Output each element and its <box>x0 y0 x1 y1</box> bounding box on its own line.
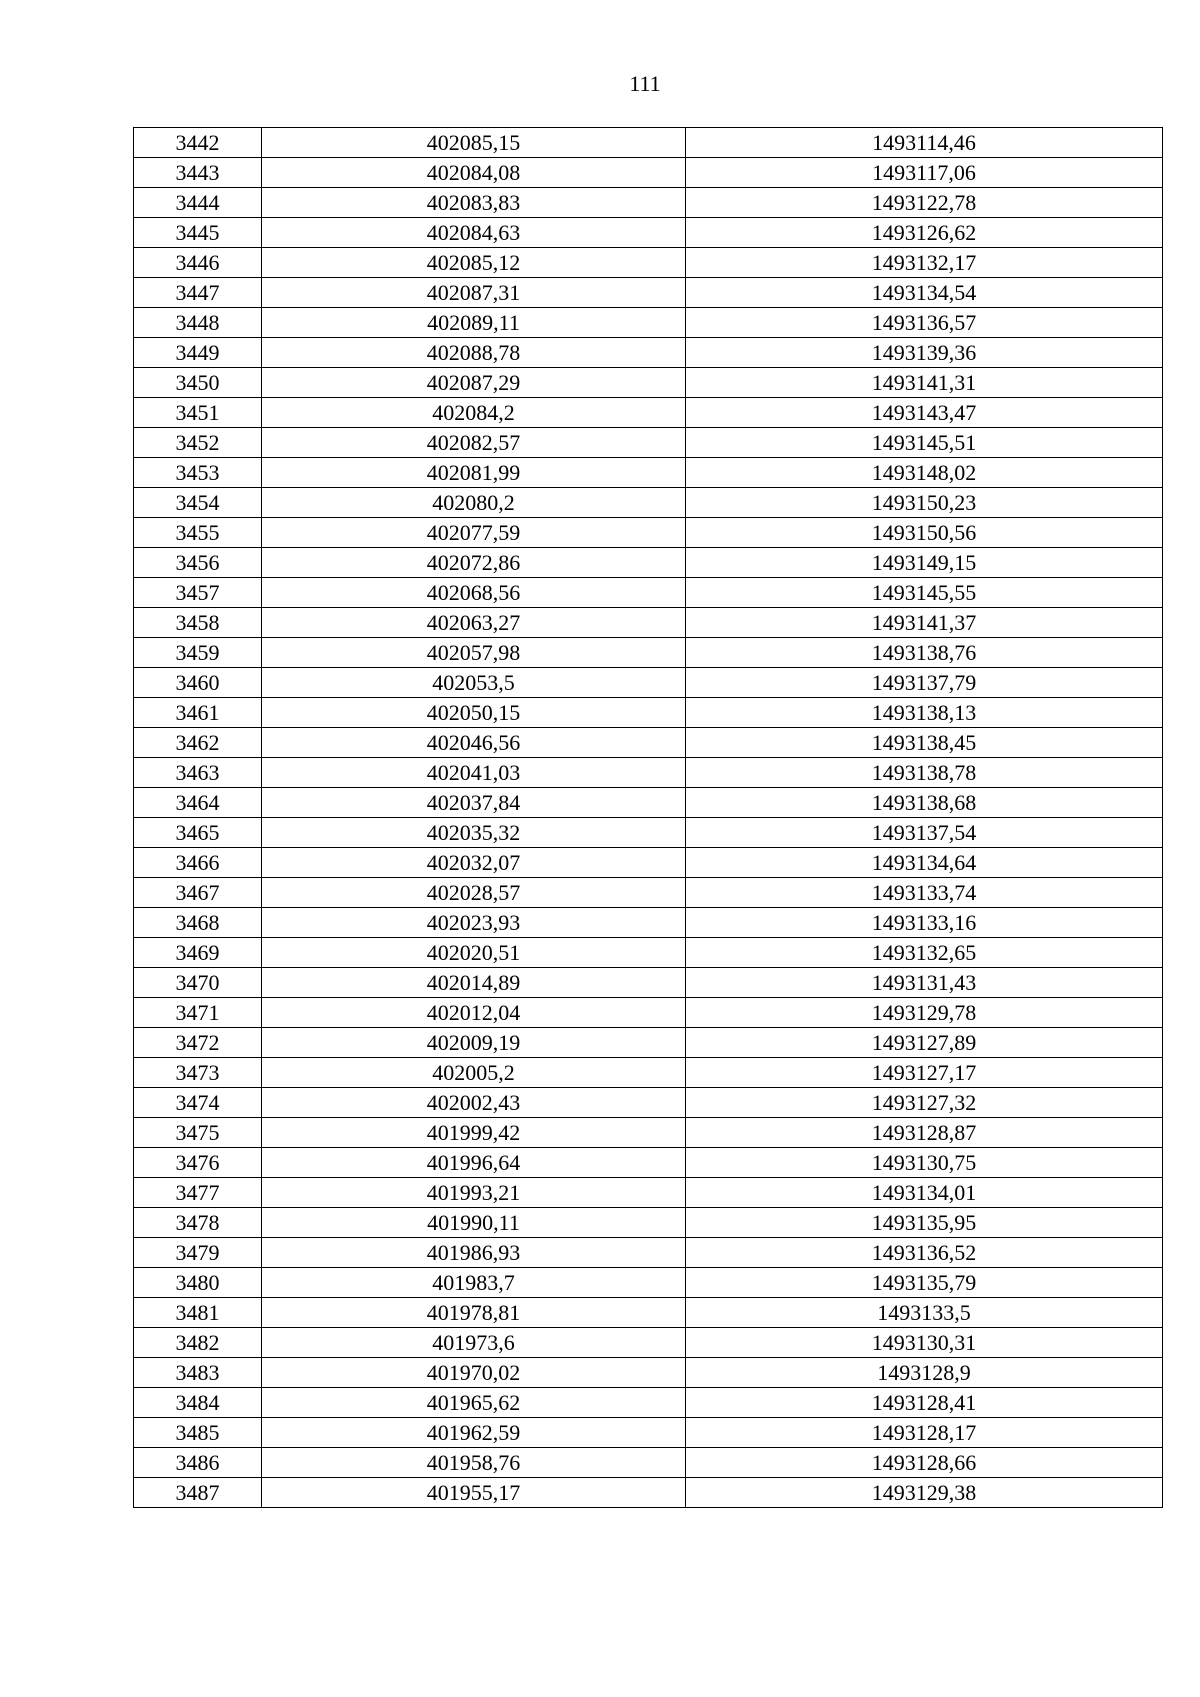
point-number-cell: 3460 <box>134 668 262 698</box>
table-row <box>134 1268 1163 1298</box>
table-row <box>134 998 1163 1028</box>
y-coordinate-cell: 1493135,79 <box>686 1268 1163 1298</box>
table-row <box>134 1298 1163 1328</box>
point-number-cell: 3473 <box>134 1058 262 1088</box>
x-coordinate-cell: 402088,78 <box>262 338 686 368</box>
y-coordinate-cell: 1493130,31 <box>686 1328 1163 1358</box>
x-coordinate-cell: 402085,12 <box>262 248 686 278</box>
y-coordinate-cell: 1493143,47 <box>686 398 1163 428</box>
point-number-cell: 3481 <box>134 1298 262 1328</box>
point-number-cell: 3464 <box>134 788 262 818</box>
y-coordinate-cell: 1493135,95 <box>686 1208 1163 1238</box>
x-coordinate-cell: 401986,93 <box>262 1238 686 1268</box>
y-coordinate-cell: 1493122,78 <box>686 188 1163 218</box>
table-row <box>134 638 1163 668</box>
table-row <box>134 938 1163 968</box>
x-coordinate-cell: 402084,63 <box>262 218 686 248</box>
point-number-cell: 3468 <box>134 908 262 938</box>
x-coordinate-cell: 401958,76 <box>262 1448 686 1478</box>
point-number-cell: 3466 <box>134 848 262 878</box>
table-row <box>134 1058 1163 1088</box>
point-number-cell: 3465 <box>134 818 262 848</box>
point-number-cell: 3463 <box>134 758 262 788</box>
y-coordinate-cell: 1493131,43 <box>686 968 1163 998</box>
x-coordinate-cell: 401955,17 <box>262 1478 686 1508</box>
y-coordinate-cell: 1493129,78 <box>686 998 1163 1028</box>
table-row <box>134 1358 1163 1388</box>
point-number-cell: 3476 <box>134 1148 262 1178</box>
point-number-cell: 3469 <box>134 938 262 968</box>
y-coordinate-cell: 1493136,52 <box>686 1238 1163 1268</box>
y-coordinate-cell: 1493129,38 <box>686 1478 1163 1508</box>
y-coordinate-cell: 1493138,13 <box>686 698 1163 728</box>
x-coordinate-cell: 401965,62 <box>262 1388 686 1418</box>
x-coordinate-cell: 402057,98 <box>262 638 686 668</box>
point-number-cell: 3449 <box>134 338 262 368</box>
y-coordinate-cell: 1493130,75 <box>686 1148 1163 1178</box>
table-row <box>134 548 1163 578</box>
x-coordinate-cell: 402072,86 <box>262 548 686 578</box>
table-row <box>134 698 1163 728</box>
x-coordinate-cell: 402084,2 <box>262 398 686 428</box>
x-coordinate-cell: 402028,57 <box>262 878 686 908</box>
table-row <box>134 158 1163 188</box>
y-coordinate-cell: 1493138,78 <box>686 758 1163 788</box>
table-row <box>134 338 1163 368</box>
y-coordinate-cell: 1493132,17 <box>686 248 1163 278</box>
point-number-cell: 3479 <box>134 1238 262 1268</box>
point-number-cell: 3484 <box>134 1388 262 1418</box>
y-coordinate-cell: 1493141,37 <box>686 608 1163 638</box>
y-coordinate-cell: 1493127,89 <box>686 1028 1163 1058</box>
y-coordinate-cell: 1493134,01 <box>686 1178 1163 1208</box>
x-coordinate-cell: 401999,42 <box>262 1118 686 1148</box>
y-coordinate-cell: 1493127,32 <box>686 1088 1163 1118</box>
point-number-cell: 3474 <box>134 1088 262 1118</box>
table-row <box>134 848 1163 878</box>
table-row <box>134 968 1163 998</box>
y-coordinate-cell: 1493117,06 <box>686 158 1163 188</box>
y-coordinate-cell: 1493138,76 <box>686 638 1163 668</box>
table-row <box>134 1478 1163 1508</box>
point-number-cell: 3451 <box>134 398 262 428</box>
x-coordinate-cell: 402077,59 <box>262 518 686 548</box>
point-number-cell: 3470 <box>134 968 262 998</box>
table-row <box>134 128 1163 158</box>
coordinates-table <box>133 127 1163 1508</box>
table-row <box>134 1328 1163 1358</box>
x-coordinate-cell: 401996,64 <box>262 1148 686 1178</box>
table-row <box>134 518 1163 548</box>
table-row <box>134 428 1163 458</box>
y-coordinate-cell: 1493133,16 <box>686 908 1163 938</box>
point-number-cell: 3467 <box>134 878 262 908</box>
table-row <box>134 578 1163 608</box>
y-coordinate-cell: 1493141,31 <box>686 368 1163 398</box>
y-coordinate-cell: 1493148,02 <box>686 458 1163 488</box>
x-coordinate-cell: 402063,27 <box>262 608 686 638</box>
table-row <box>134 758 1163 788</box>
x-coordinate-cell: 402032,07 <box>262 848 686 878</box>
y-coordinate-cell: 1493137,54 <box>686 818 1163 848</box>
x-coordinate-cell: 402089,11 <box>262 308 686 338</box>
page-number: 111 <box>629 71 661 96</box>
point-number-cell: 3445 <box>134 218 262 248</box>
x-coordinate-cell: 402023,93 <box>262 908 686 938</box>
point-number-cell: 3482 <box>134 1328 262 1358</box>
y-coordinate-cell: 1493150,56 <box>686 518 1163 548</box>
y-coordinate-cell: 1493126,62 <box>686 218 1163 248</box>
table-row <box>134 668 1163 698</box>
point-number-cell: 3455 <box>134 518 262 548</box>
y-coordinate-cell: 1493128,17 <box>686 1418 1163 1448</box>
x-coordinate-cell: 402080,2 <box>262 488 686 518</box>
point-number-cell: 3480 <box>134 1268 262 1298</box>
x-coordinate-cell: 402012,04 <box>262 998 686 1028</box>
y-coordinate-cell: 1493134,54 <box>686 278 1163 308</box>
y-coordinate-cell: 1493137,79 <box>686 668 1163 698</box>
table-row <box>134 368 1163 398</box>
table-row <box>134 1238 1163 1268</box>
point-number-cell: 3475 <box>134 1118 262 1148</box>
y-coordinate-cell: 1493139,36 <box>686 338 1163 368</box>
point-number-cell: 3443 <box>134 158 262 188</box>
x-coordinate-cell: 401993,21 <box>262 1178 686 1208</box>
point-number-cell: 3454 <box>134 488 262 518</box>
y-coordinate-cell: 1493133,5 <box>686 1298 1163 1328</box>
y-coordinate-cell: 1493128,41 <box>686 1388 1163 1418</box>
table-row <box>134 188 1163 218</box>
table-row <box>134 248 1163 278</box>
y-coordinate-cell: 1493132,65 <box>686 938 1163 968</box>
x-coordinate-cell: 402082,57 <box>262 428 686 458</box>
x-coordinate-cell: 402009,19 <box>262 1028 686 1058</box>
point-number-cell: 3472 <box>134 1028 262 1058</box>
y-coordinate-cell: 1493145,55 <box>686 578 1163 608</box>
table-row <box>134 728 1163 758</box>
y-coordinate-cell: 1493127,17 <box>686 1058 1163 1088</box>
point-number-cell: 3442 <box>134 128 262 158</box>
y-coordinate-cell: 1493114,46 <box>686 128 1163 158</box>
table-row <box>134 1448 1163 1478</box>
x-coordinate-cell: 401978,81 <box>262 1298 686 1328</box>
x-coordinate-cell: 402014,89 <box>262 968 686 998</box>
point-number-cell: 3444 <box>134 188 262 218</box>
table-row <box>134 1118 1163 1148</box>
x-coordinate-cell: 402002,43 <box>262 1088 686 1118</box>
point-number-cell: 3447 <box>134 278 262 308</box>
x-coordinate-cell: 401983,7 <box>262 1268 686 1298</box>
table-row <box>134 1178 1163 1208</box>
x-coordinate-cell: 402037,84 <box>262 788 686 818</box>
point-number-cell: 3446 <box>134 248 262 278</box>
point-number-cell: 3487 <box>134 1478 262 1508</box>
y-coordinate-cell: 1493149,15 <box>686 548 1163 578</box>
x-coordinate-cell: 402020,51 <box>262 938 686 968</box>
y-coordinate-cell: 1493128,66 <box>686 1448 1163 1478</box>
x-coordinate-cell: 402084,08 <box>262 158 686 188</box>
point-number-cell: 3483 <box>134 1358 262 1388</box>
x-coordinate-cell: 401962,59 <box>262 1418 686 1448</box>
x-coordinate-cell: 402046,56 <box>262 728 686 758</box>
y-coordinate-cell: 1493145,51 <box>686 428 1163 458</box>
point-number-cell: 3456 <box>134 548 262 578</box>
point-number-cell: 3457 <box>134 578 262 608</box>
x-coordinate-cell: 401970,02 <box>262 1358 686 1388</box>
point-number-cell: 3459 <box>134 638 262 668</box>
table-row <box>134 1388 1163 1418</box>
x-coordinate-cell: 401973,6 <box>262 1328 686 1358</box>
table-row <box>134 1088 1163 1118</box>
point-number-cell: 3485 <box>134 1418 262 1448</box>
y-coordinate-cell: 1493138,45 <box>686 728 1163 758</box>
point-number-cell: 3486 <box>134 1448 262 1478</box>
x-coordinate-cell: 402068,56 <box>262 578 686 608</box>
table-row <box>134 308 1163 338</box>
x-coordinate-cell: 402005,2 <box>262 1058 686 1088</box>
table-row <box>134 608 1163 638</box>
table-row <box>134 1208 1163 1238</box>
x-coordinate-cell: 402035,32 <box>262 818 686 848</box>
point-number-cell: 3450 <box>134 368 262 398</box>
table-row <box>134 488 1163 518</box>
table-row <box>134 818 1163 848</box>
y-coordinate-cell: 1493128,9 <box>686 1358 1163 1388</box>
x-coordinate-cell: 402050,15 <box>262 698 686 728</box>
point-number-cell: 3458 <box>134 608 262 638</box>
table-row <box>134 458 1163 488</box>
table-row <box>134 908 1163 938</box>
table-row <box>134 788 1163 818</box>
table-row <box>134 1148 1163 1178</box>
y-coordinate-cell: 1493128,87 <box>686 1118 1163 1148</box>
x-coordinate-cell: 402041,03 <box>262 758 686 788</box>
x-coordinate-cell: 401990,11 <box>262 1208 686 1238</box>
y-coordinate-cell: 1493134,64 <box>686 848 1163 878</box>
y-coordinate-cell: 1493136,57 <box>686 308 1163 338</box>
table-row <box>134 278 1163 308</box>
table-row <box>134 1418 1163 1448</box>
y-coordinate-cell: 1493133,74 <box>686 878 1163 908</box>
table-row <box>134 398 1163 428</box>
coordinates-table-body <box>134 128 1163 1508</box>
point-number-cell: 3448 <box>134 308 262 338</box>
table-row <box>134 218 1163 248</box>
point-number-cell: 3471 <box>134 998 262 1028</box>
x-coordinate-cell: 402085,15 <box>262 128 686 158</box>
point-number-cell: 3452 <box>134 428 262 458</box>
table-row <box>134 1028 1163 1058</box>
point-number-cell: 3462 <box>134 728 262 758</box>
point-number-cell: 3478 <box>134 1208 262 1238</box>
x-coordinate-cell: 402081,99 <box>262 458 686 488</box>
x-coordinate-cell: 402053,5 <box>262 668 686 698</box>
y-coordinate-cell: 1493150,23 <box>686 488 1163 518</box>
point-number-cell: 3453 <box>134 458 262 488</box>
x-coordinate-cell: 402083,83 <box>262 188 686 218</box>
y-coordinate-cell: 1493138,68 <box>686 788 1163 818</box>
x-coordinate-cell: 402087,29 <box>262 368 686 398</box>
point-number-cell: 3477 <box>134 1178 262 1208</box>
table-row <box>134 878 1163 908</box>
point-number-cell: 3461 <box>134 698 262 728</box>
x-coordinate-cell: 402087,31 <box>262 278 686 308</box>
